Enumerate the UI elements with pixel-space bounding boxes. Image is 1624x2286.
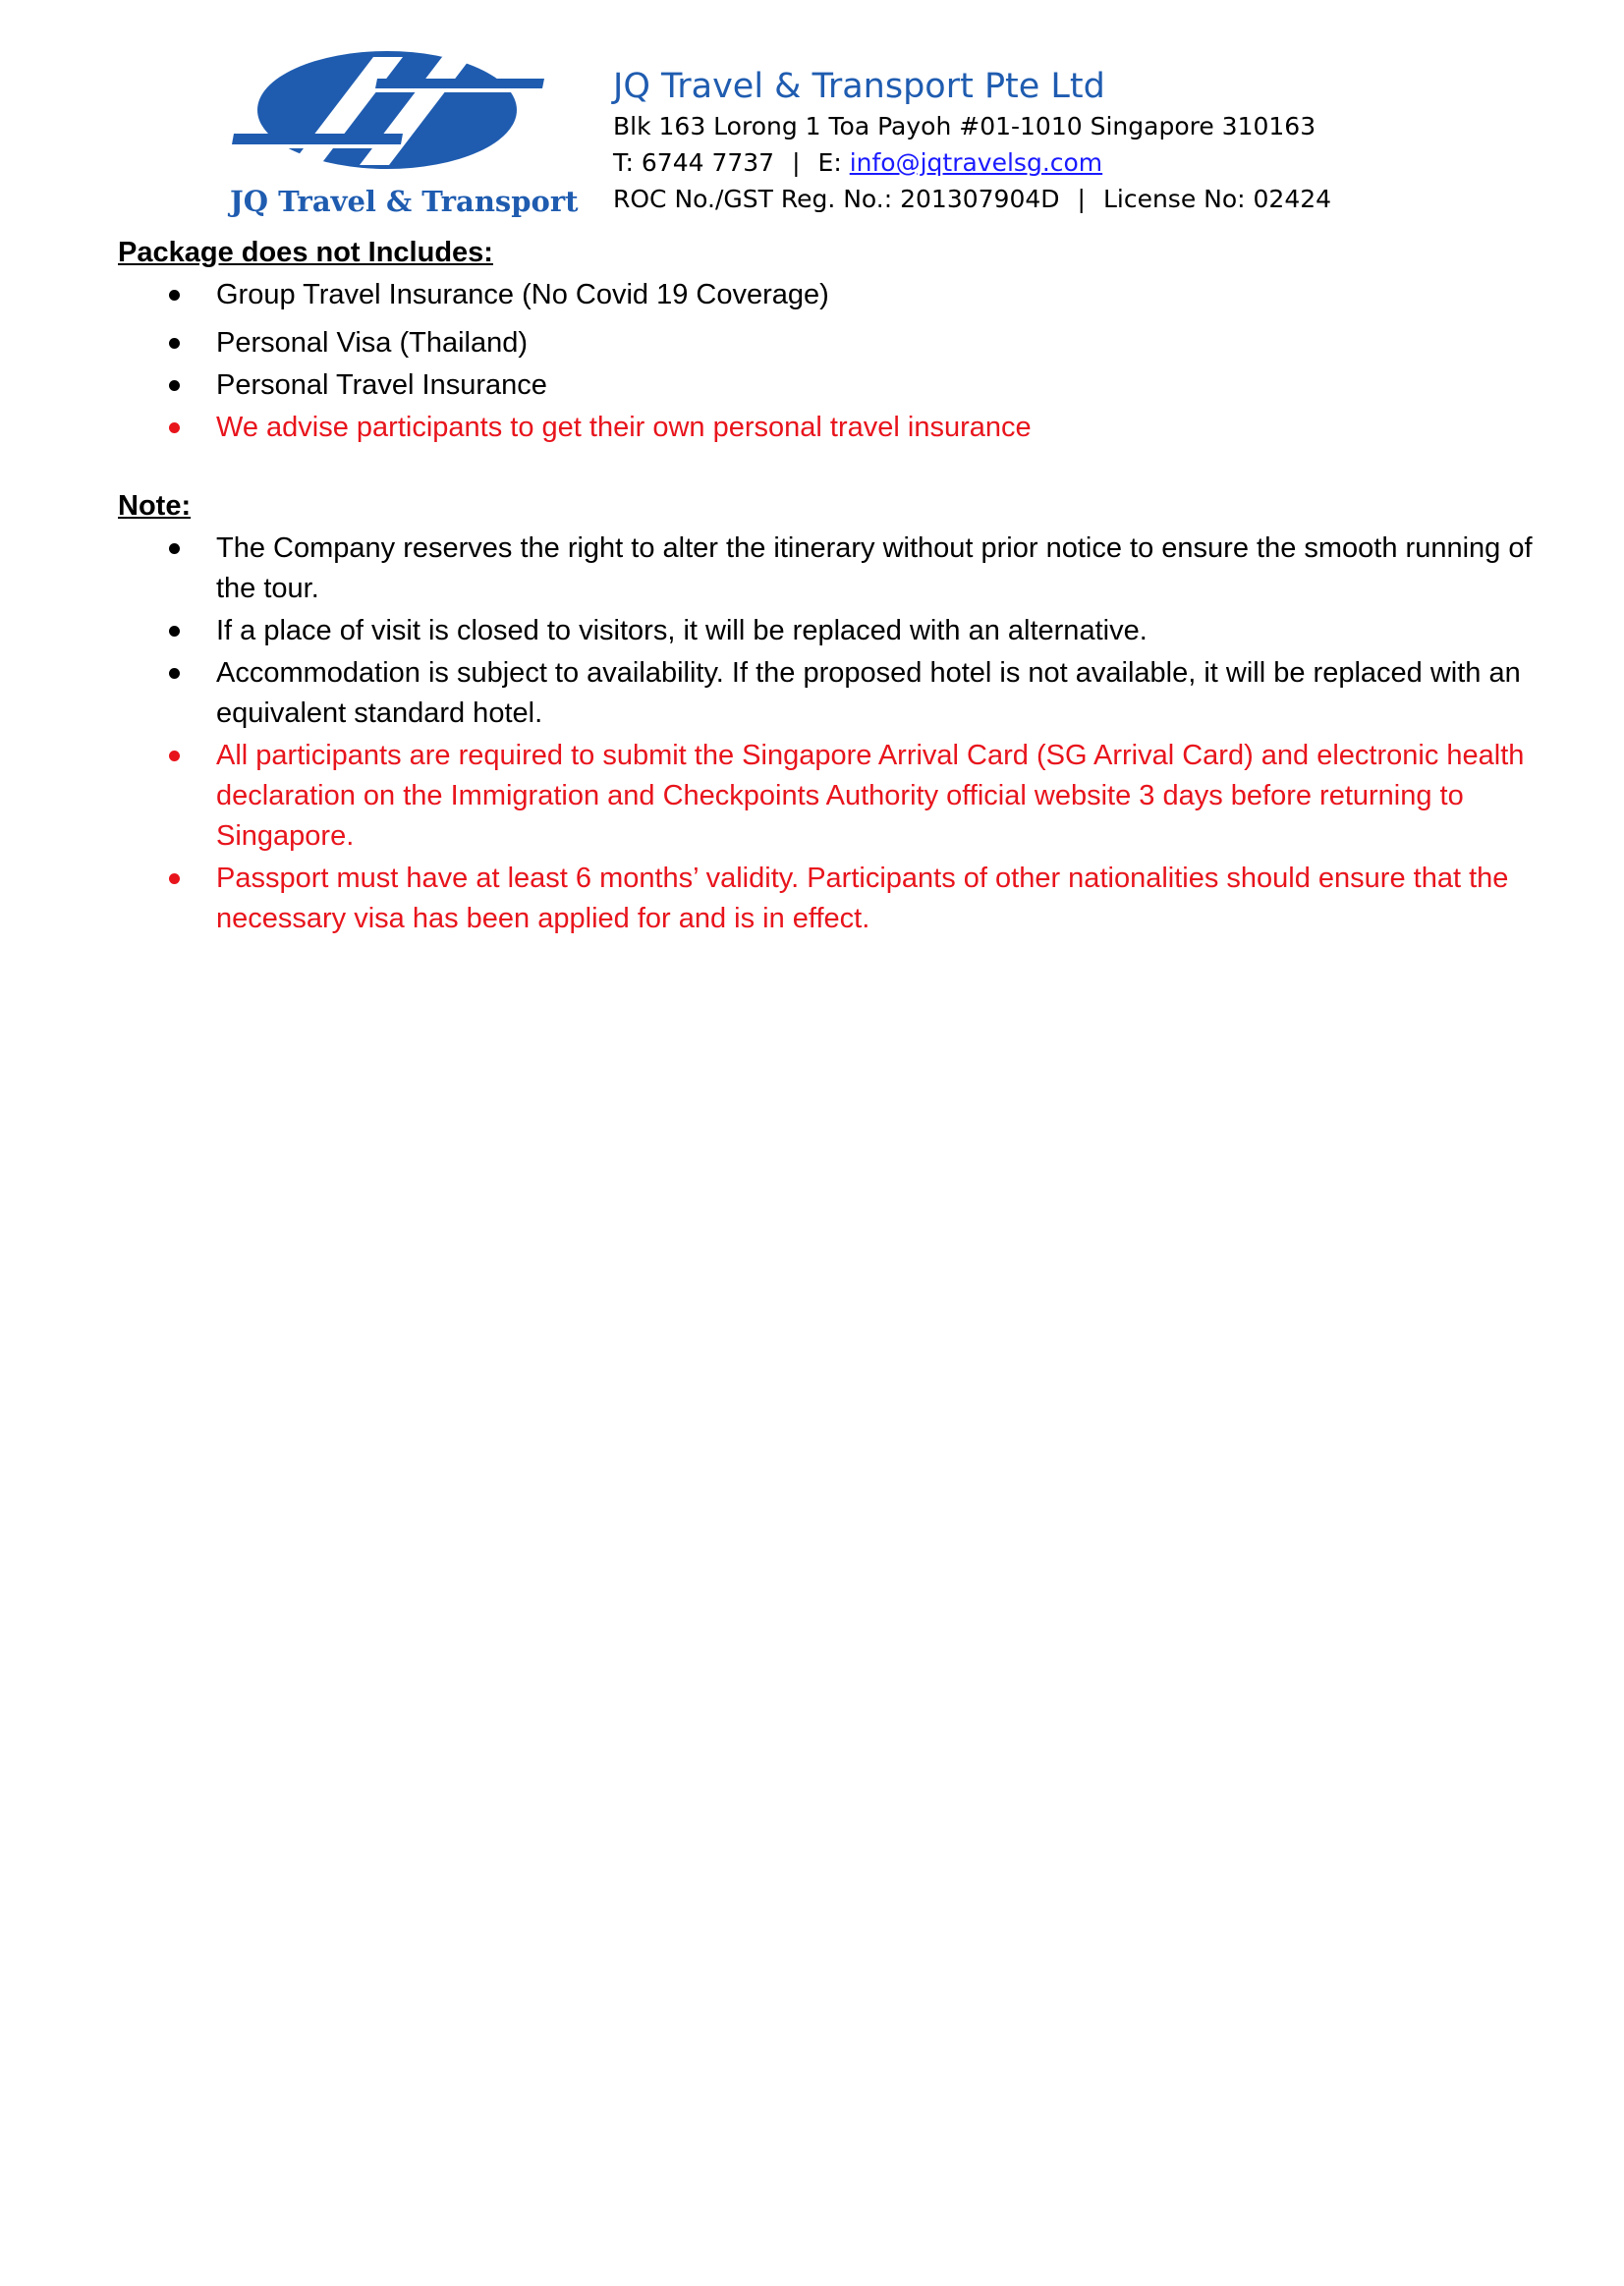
email-link[interactable]: info@jqtravelsg.com xyxy=(849,148,1103,177)
notes-list xyxy=(118,529,1533,939)
phone-number: T: 6744 7737 xyxy=(613,148,775,177)
bullet-icon xyxy=(169,626,180,637)
logo-caption: JQ Travel & Transport xyxy=(230,185,579,218)
list-item xyxy=(118,736,1533,857)
bullet-icon xyxy=(169,668,180,679)
separator: | xyxy=(1077,185,1086,213)
list-item-text: Personal Visa (Thailand) xyxy=(216,327,529,359)
exclusions-list xyxy=(118,275,1533,448)
company-info xyxy=(613,65,1419,217)
bullet-icon xyxy=(169,751,180,761)
list-item xyxy=(118,611,1533,651)
company-address: Blk 163 Lorong 1 Toa Payoh #01-1010 Singapore 310163 xyxy=(613,112,1316,140)
list-item xyxy=(118,275,1533,315)
exclusions-heading: Package does not Includes: xyxy=(118,237,493,268)
email-label: E: xyxy=(817,148,842,177)
company-logo xyxy=(230,49,579,221)
bullet-icon xyxy=(169,380,180,391)
list-item-text: Group Travel Insurance (No Covid 19 Coverage) xyxy=(216,279,829,310)
list-item xyxy=(118,323,1533,363)
notes-heading: Note: xyxy=(118,490,192,522)
logo-swoosh-bottom xyxy=(232,134,403,144)
bullet-icon xyxy=(169,290,180,301)
list-item-text: We advise participants to get their own personal travel insurance xyxy=(216,412,1032,443)
bullet-icon xyxy=(169,338,180,349)
license-number: License No: 02424 xyxy=(1102,185,1332,213)
bullet-icon xyxy=(169,543,180,554)
list-item-text: Passport must have at least 6 months’ validity. Participants of other nationalities should ensure that the necessary visa has been applied for and is in effect. xyxy=(216,863,1509,934)
registration-number: ROC No./GST Reg. No.: 201307904D xyxy=(613,185,1060,213)
bullet-icon xyxy=(169,422,180,433)
list-item-text: Personal Travel Insurance xyxy=(216,369,547,401)
registration-line xyxy=(613,181,1419,217)
list-item-text: All participants are required to submit the Singapore Arrival Card (SG Arrival Card) and electronic health declaration on the Immigration and Checkpoints Authority official website 3 days before returning to Singapore. xyxy=(216,740,1525,852)
notes-section xyxy=(118,487,1533,941)
jq-swoosh-logo-icon xyxy=(230,49,544,177)
list-item xyxy=(118,529,1533,609)
separator: | xyxy=(792,148,801,177)
list-item-text: If a place of visit is closed to visitors, it will be replaced with an alternative. xyxy=(216,615,1148,646)
contact-line xyxy=(613,144,1419,181)
list-item xyxy=(118,365,1533,406)
company-name: JQ Travel & Transport Pte Ltd xyxy=(613,67,1105,106)
bullet-icon xyxy=(169,873,180,884)
list-item xyxy=(118,859,1533,939)
list-item xyxy=(118,408,1533,448)
logo-swoosh-top xyxy=(375,79,544,88)
list-item-text: The Company reserves the right to alter the itinerary without prior notice to ensure the smooth running of the tour. xyxy=(216,532,1533,604)
list-item xyxy=(118,653,1533,734)
list-item-text: Accommodation is subject to availability. If the proposed hotel is not available, it will be replaced with an equivalent standard hotel. xyxy=(216,657,1521,729)
exclusions-section xyxy=(118,234,1533,450)
